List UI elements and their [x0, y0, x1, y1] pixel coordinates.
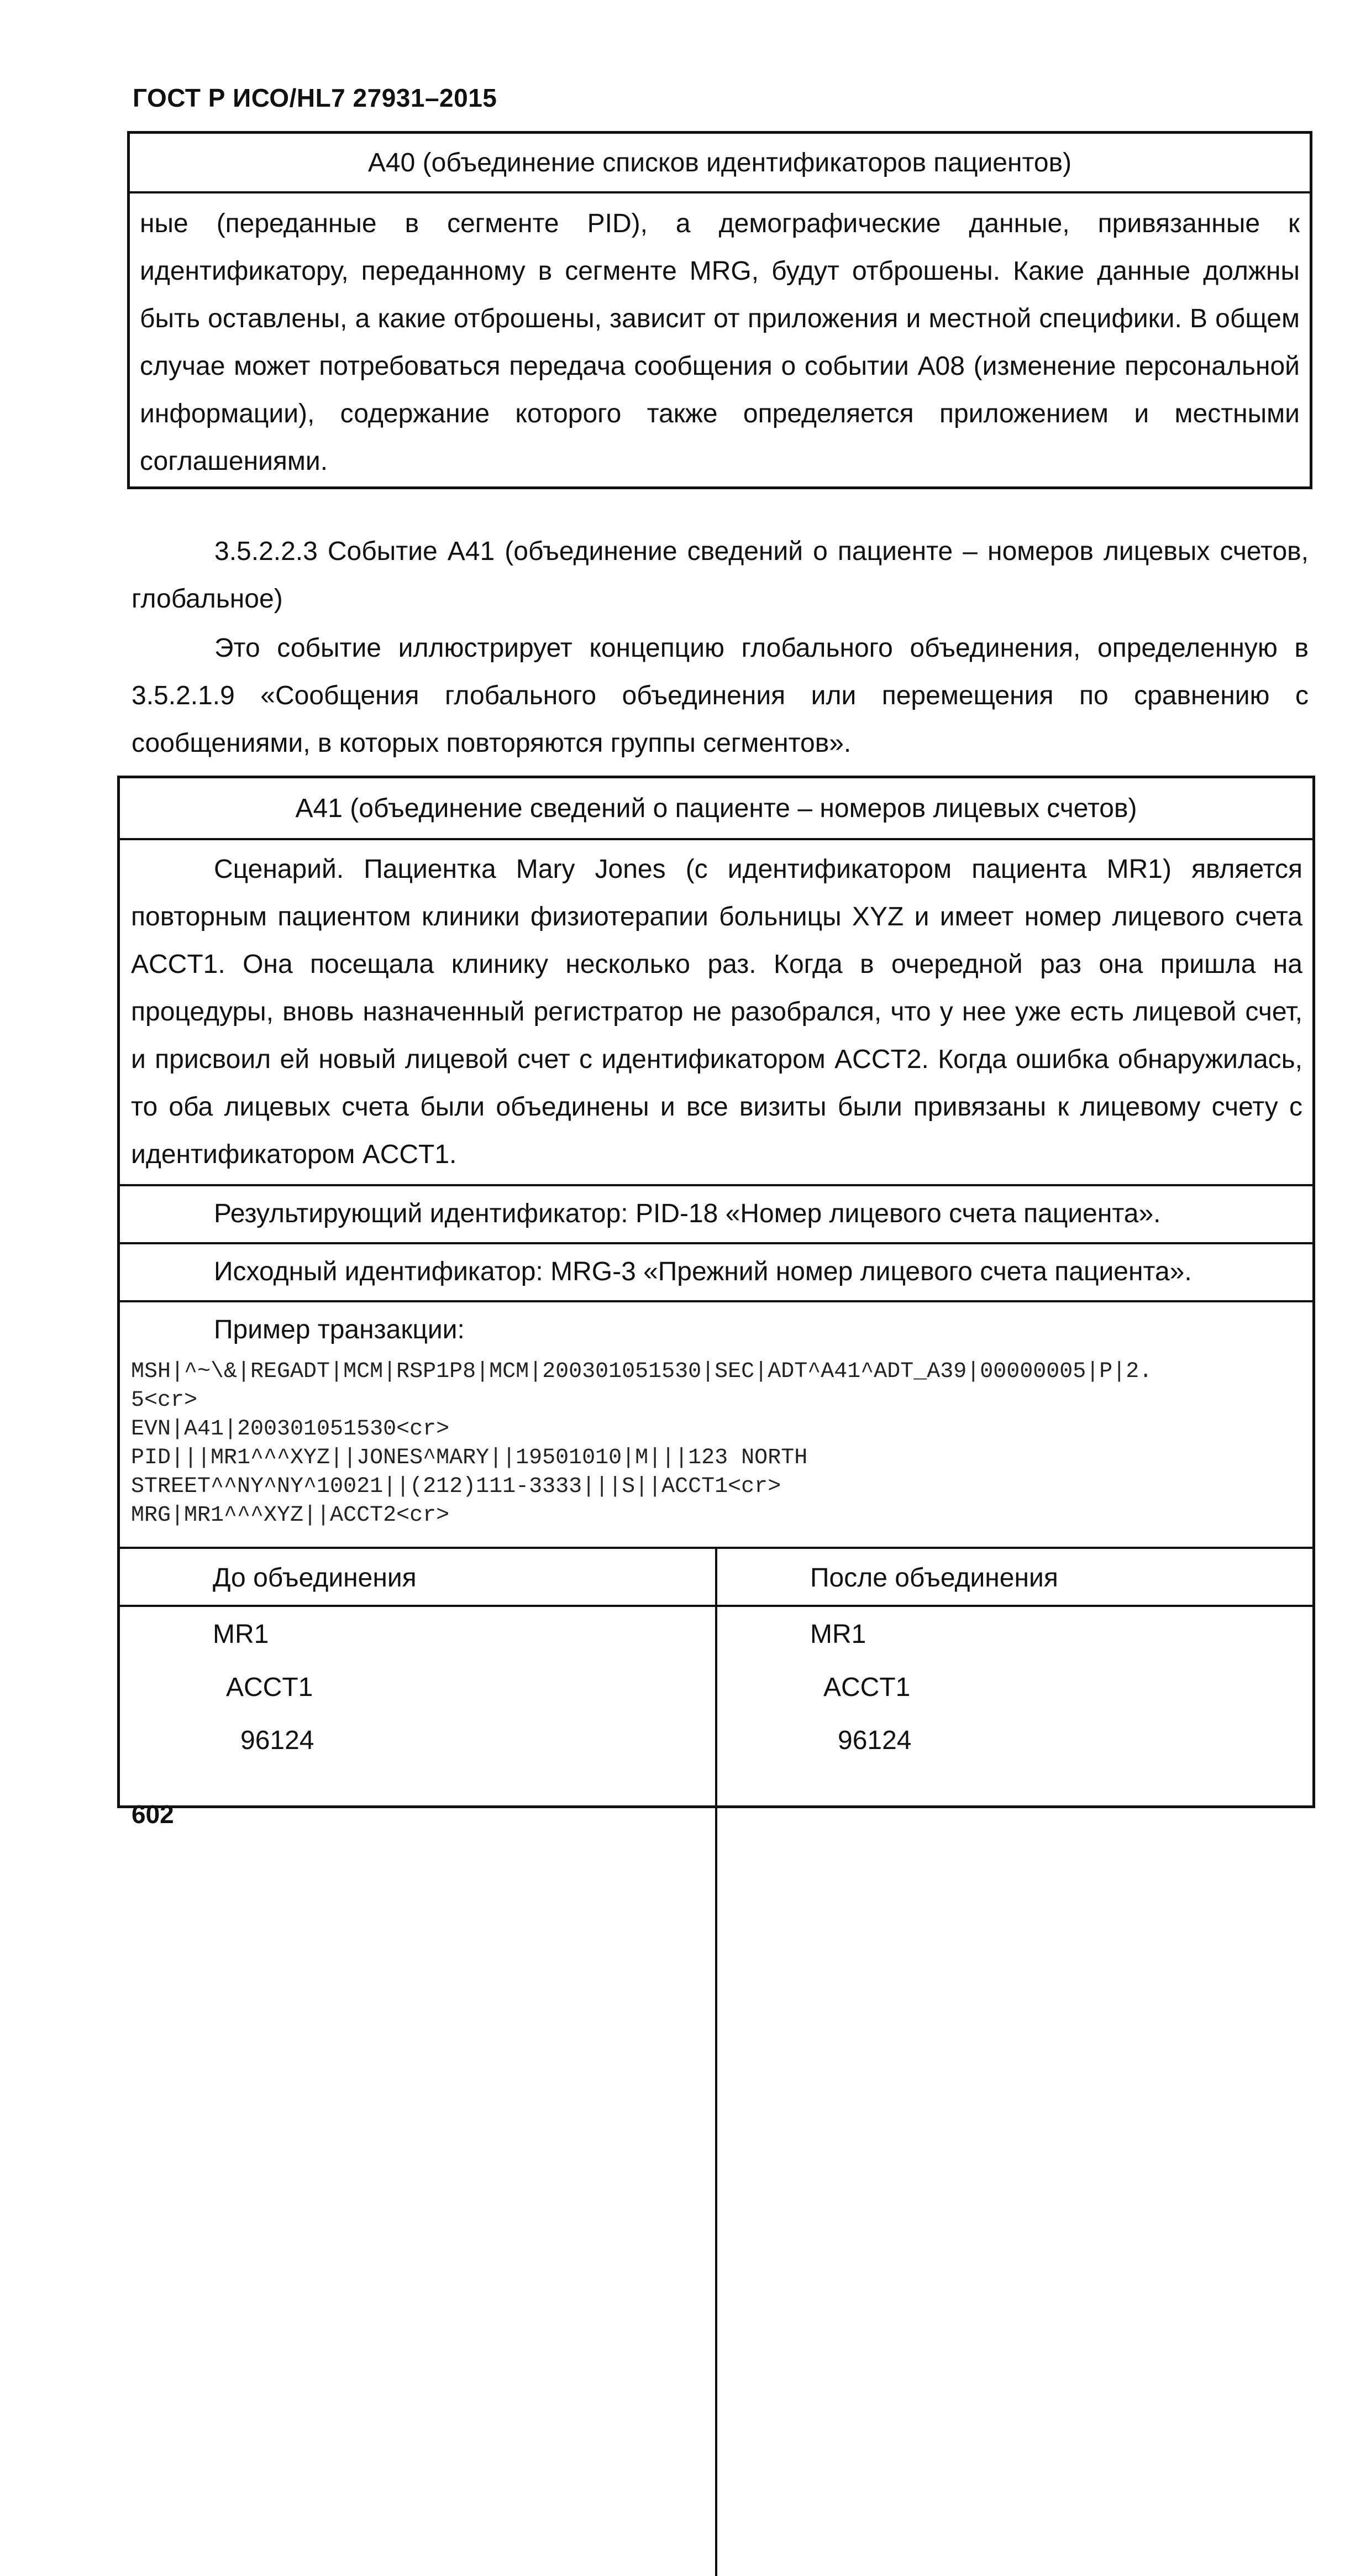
code-line: PID|||MR1^^^XYZ||JONES^MARY||19501010|M|||123 NORTH: [131, 1446, 808, 1470]
scenario-text: Сценарий. Пациентка Mary Jones (с идентификатором пациента MR1) является повторным пациентом клиники физиотерапии больницы XYZ и имеет номер лицевого счета ACCT1. Она посещала клинику несколько раз. Когда в очередной раз она пришла на процедуры, вновь назначенный регистратор не разобрался, что у нее уже есть лицевой счет, и присвоил ей новый лицевой счет с идентификатором ACCT2. Когда ошибка обнаружилась, то оба лицевых счета были объединены и все визиты были привязаны к лицевому счету с идентификатором ACCT1.: [120, 840, 1312, 1186]
before-value-visit: 96124: [240, 1726, 314, 1755]
after-merge-heading: После объединения: [717, 1549, 1312, 1607]
code-line: STREET^^NY^NY^10021||(212)111-3333|||S||ACCT1<cr>: [131, 1474, 781, 1499]
after-value-account: ACCT1: [823, 1673, 911, 1702]
after-value-mr: MR1: [810, 1620, 866, 1649]
code-line: 5<cr>: [131, 1388, 198, 1413]
before-value-mr: MR1: [213, 1620, 269, 1649]
after-merge-column: [715, 1549, 1312, 2576]
result-identifier: Результирующий идентификатор: PID-18 «Номер лицевого счета пациента».: [120, 1186, 1312, 1244]
page-number: 602: [132, 1800, 174, 1829]
source-identifier: Исходный идентификатор: MRG-3 «Прежний номер лицевого счета пациента».: [120, 1244, 1312, 1302]
example-label: Пример транзакции:: [214, 1315, 465, 1344]
transaction-example: [120, 1302, 1312, 1549]
a41-box: [117, 776, 1315, 1808]
a40-text: ные (переданные в сегменте PID), а демографические данные, привязанные к идентификатору, переданному в сегменте MRG, будут отброшены. Какие данные должны быть оставлены, а какие отброшены, зависит от приложения и местной специфики. В общем случае может потребоваться передача сообщения о событии А08 (изменение персональной информации), содержание которого также определяется приложением и местными соглашениями.: [140, 209, 1300, 476]
a40-title: А40 (объединение списков идентификаторов пациентов): [130, 134, 1310, 193]
code-line: MRG|MR1^^^XYZ||ACCT2<cr>: [131, 1503, 450, 1528]
event-description-paragraph: Это событие иллюстрирует концепцию глобального объединения, определенную в 3.5.2.1.9 «Сообщения глобального объединения или перемещения по сравнению с сообщениями, в которых повторяются группы сегментов».: [132, 633, 1309, 758]
after-value-visit: 96124: [838, 1726, 912, 1755]
code-line: EVN|A41|200301051530<cr>: [131, 1417, 450, 1442]
section-heading-paragraph: 3.5.2.2.3 Событие А41 (объединение сведений о пациенте – номеров лицевых счетов, глобальное): [132, 537, 1309, 614]
merge-comparison-table: [120, 1549, 1312, 2576]
a40-box: [127, 131, 1312, 489]
a41-title: А41 (объединение сведений о пациенте – номеров лицевых счетов): [120, 778, 1312, 840]
document-header: ГОСТ Р ИСО/HL7 27931–2015: [133, 83, 497, 112]
before-merge-heading: До объединения: [120, 1549, 715, 1607]
code-line: MSH|^~\&|REGADT|MCM|RSP1P8|MCM|200301051530|SEC|ADT^A41^ADT_A39|00000005|P|2.: [131, 1359, 1153, 1384]
before-value-account: ACCT1: [226, 1673, 313, 1702]
before-merge-column: [120, 1549, 715, 2576]
